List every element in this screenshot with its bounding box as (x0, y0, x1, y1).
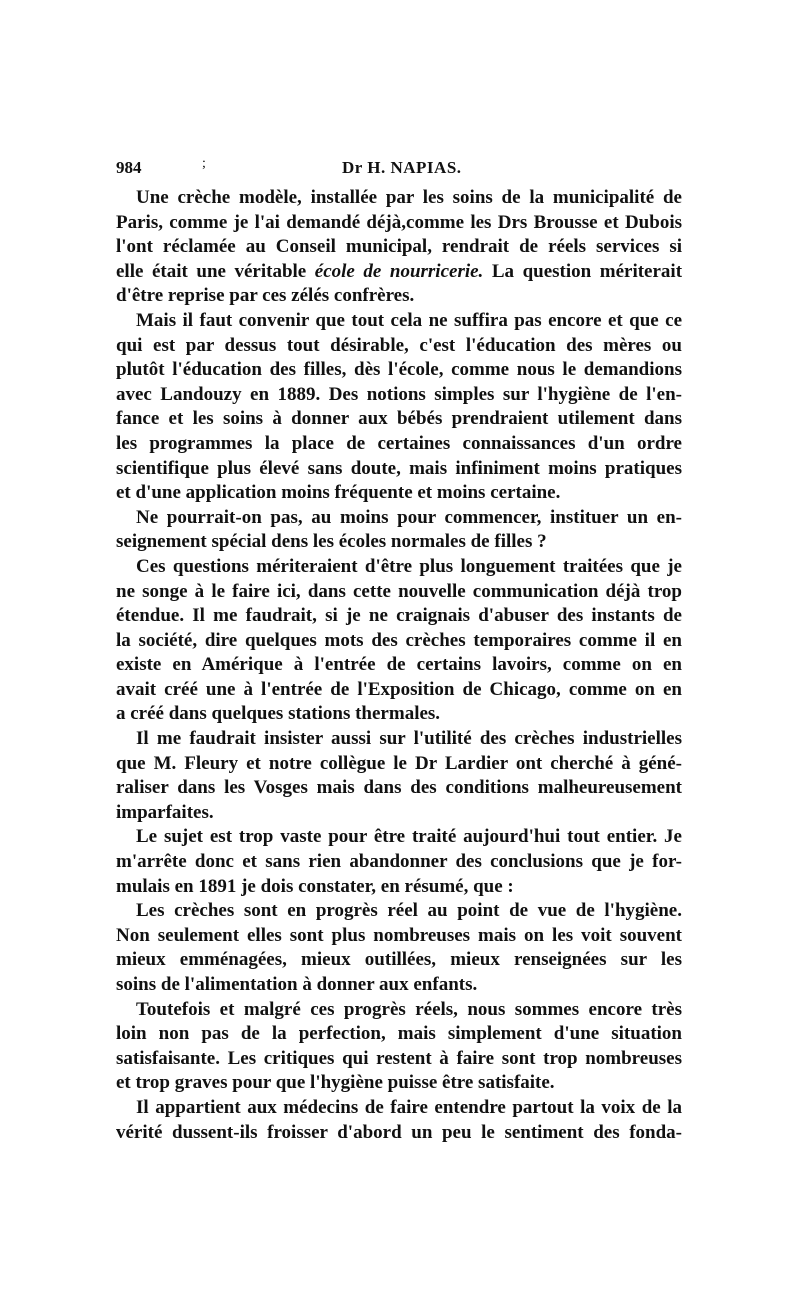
text-line: qui est par dessus tout désirable, c'est l'éducation des mères ou (116, 334, 682, 356)
text-segment: La question mériterait (483, 260, 682, 282)
text-line: et trop graves pour que l'hygiène puisse être satisfaite. (116, 1072, 555, 1094)
text-line: Toutefois et malgré ces progrès réels, nous sommes encore très (136, 998, 682, 1020)
text-line: la société, dire quelques mots des crèches temporaires comme il en (116, 629, 682, 651)
text-line: que M. Fleury et notre collègue le Dr Lardier ont cherché à géné- (116, 752, 682, 774)
text-line: mulais en 1891 je dois constater, en résumé, que : (116, 875, 514, 897)
text-line: avait créé une à l'entrée de l'Exposition de Chicago, comme on en (116, 678, 682, 700)
text-line: Non seulement elles sont plus nombreuses mais on les voit souvent (116, 924, 682, 946)
header-mark: ; (202, 156, 206, 171)
text-line: loin non pas de la perfection, mais simplement d'une situation (116, 1023, 682, 1045)
text-line: Une crèche modèle, installée par les soins de la municipalité de (136, 187, 682, 208)
running-head: Dr H. NAPIAS. (342, 158, 462, 177)
text-line: fance et les soins à donner aux bébés prendraient utilement dans (116, 408, 682, 430)
text-line: scientifique plus élevé sans doute, mais infiniment moins pratiques (116, 457, 682, 479)
text-line: avec Landouzy en 1889. Des notions simples sur l'hygiène de l'en- (116, 383, 682, 405)
body-text (116, 186, 682, 1145)
text-line: étendue. Il me faudrait, si je ne craignais d'abuser des instants de (116, 605, 682, 627)
text-line: d'être reprise par ces zélés confrères. (116, 285, 415, 307)
text-line: vérité dussent-ils froisser d'abord un peu le sentiment des fonda- (116, 1121, 682, 1143)
text-line: satisfaisante. Les critiques qui restent à faire sont trop nombreuses (116, 1047, 682, 1069)
text-line: a créé dans quelques stations thermales. (116, 703, 441, 725)
page-header (116, 158, 688, 182)
text-line: raliser dans les Vosges mais dans des conditions malheureusement (116, 777, 682, 799)
text-line: les programmes la place de certaines connaissances d'un ordre (116, 432, 682, 454)
text-line: Paris, comme je l'ai demandé déjà,comme les Drs Brousse et Dubois (116, 211, 682, 233)
text-line: et d'une application moins fréquente et moins certaine. (116, 482, 561, 504)
text-line: Les crèches sont en progrès réel au point de vue de l'hygiène. (136, 900, 682, 922)
text-line: Il me faudrait insister aussi sur l'utilité des crèches industrielles (136, 728, 682, 750)
text-line: soins de l'alimentation à donner aux enfants. (116, 974, 478, 995)
text-line: Le sujet est trop vaste pour être traité aujourd'hui tout entier. Je (136, 826, 682, 848)
text-line: mieux emménagées, mieux outillées, mieux renseignées sur les (116, 949, 682, 971)
text-line: Ne pourrait-on pas, au moins pour commencer, instituer un en- (136, 506, 682, 528)
text-line (116, 260, 682, 285)
text-line: existe en Amérique à l'entrée de certains lavoirs, comme on en (116, 654, 682, 676)
text-line: imparfaites. (116, 801, 214, 823)
text-segment: elle était une véritable (116, 260, 315, 282)
text-line: ne songe à le faire ici, dans cette nouvelle communication déjà trop (116, 580, 682, 602)
text-line: seignement spécial dens les écoles normales de filles ? (116, 531, 547, 553)
emphasis-text: école de nourricerie. (314, 260, 484, 282)
text-line: Mais il faut convenir que tout cela ne suffira pas encore et que ce (136, 309, 682, 331)
page-number: 984 (116, 158, 142, 177)
text-line: plutôt l'éducation des filles, dès l'école, comme nous le demandions (116, 359, 682, 381)
text-line: l'ont réclamée au Conseil municipal, rendrait de réels services si (116, 236, 682, 258)
text-line: Il appartient aux médecins de faire entendre partout la voix de la (136, 1096, 682, 1118)
text-line: Ces questions mériteraient d'être plus longuement traitées que je (136, 555, 682, 577)
text-line: m'arrête donc et sans rien abandonner des conclusions que je for- (116, 851, 682, 873)
